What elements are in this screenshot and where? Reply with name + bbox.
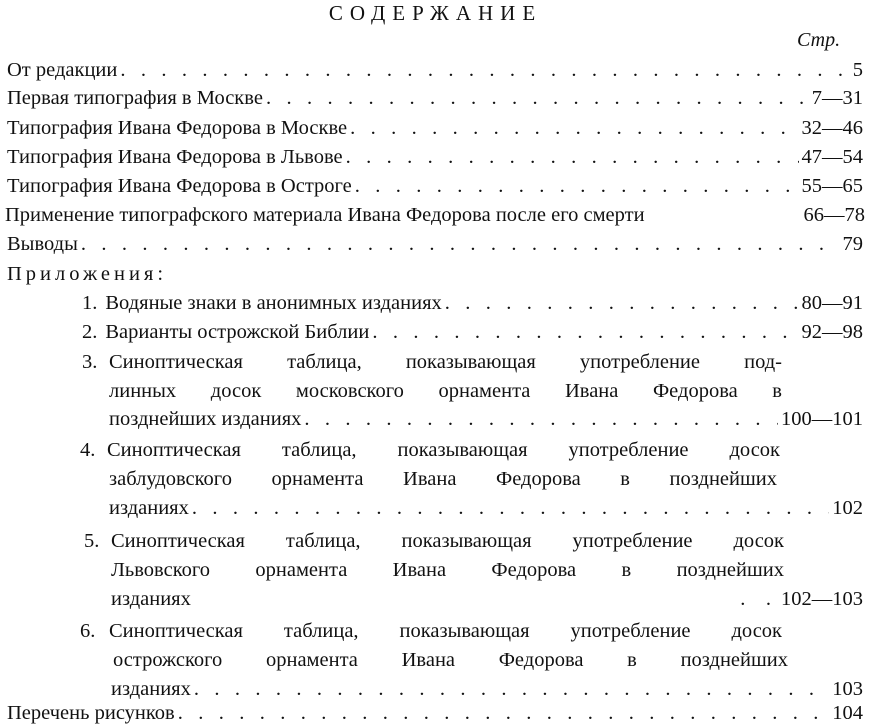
leader-dots (304, 406, 778, 432)
page-title: СОДЕРЖАНИЕ (328, 1, 543, 25)
toc-entry-pages: 47—54 (801, 146, 863, 168)
toc-entry (7, 144, 863, 170)
appendix-pages: 102 (832, 497, 863, 519)
toc-entry (7, 57, 863, 83)
appendix-last-line (109, 495, 863, 521)
appendix-pages: 92—98 (801, 321, 863, 343)
appendix-title: Водяные знаки в анонимных изданиях (105, 292, 442, 314)
appendix-number: 5. (84, 530, 100, 552)
appendix-title-line: острожского орнамента Ивана Федорова в позднейших (113, 649, 788, 671)
appendix-title-line: изданиях (109, 497, 189, 519)
appendix-entry (82, 290, 863, 316)
toc-entry-title: Типография Ивана Федорова в Львове (7, 146, 343, 168)
appendix-last-line (111, 586, 863, 612)
appendix-pages: 100—101 (781, 408, 863, 430)
toc-entry-title: Типография Ивана Федорова в Остроге (7, 175, 352, 197)
appendix-pages: 80—91 (801, 292, 863, 314)
appendix-heading: Приложения: (7, 263, 168, 285)
toc-entry-pages: 79 (842, 233, 863, 255)
leader-dots (81, 231, 840, 257)
appendix-pages: 102—103 (781, 588, 863, 610)
leader-dots (350, 115, 798, 141)
page-column-label: Стр. (797, 29, 841, 51)
toc-entry-title: Типография Ивана Федорова в Москве (7, 117, 348, 139)
appendix-title-line: Синоптическая таблица, показывающая употребление досок (111, 530, 784, 552)
toc-entry (7, 85, 863, 111)
appendix-number: 1. (82, 292, 98, 314)
toc-entry-title: Применение типографского материала Ивана Федорова после его смерти (5, 204, 645, 226)
toc-entry (7, 231, 863, 257)
toc-entry-pages: 55—65 (801, 175, 863, 197)
appendix-title-line: Синоптическая таблица, показывающая употребление досок (107, 439, 780, 461)
toc-entry-title: Выводы (7, 233, 78, 255)
toc-entry-title: От редакции (7, 59, 118, 81)
leader-dots (194, 676, 829, 702)
toc-entry-pages: 5 (852, 59, 863, 81)
leader-dots (192, 495, 829, 521)
appendix-number: 4. (80, 439, 96, 461)
toc-entry-title: Первая типография в Москве (7, 87, 263, 109)
appendix-number: 2. (82, 321, 98, 343)
toc-entry-pages: 104 (832, 702, 863, 724)
appendix-title-line: Синоптическая таблица, показывающая употребление досок (109, 620, 782, 642)
leader-dots: . . (740, 588, 771, 610)
toc-entry-pages: 7—31 (811, 87, 863, 109)
appendix-number: 6. (80, 620, 96, 642)
leader-dots (120, 57, 849, 83)
appendix-title-line: линных досок московского орнамента Ивана Федорова в (109, 380, 782, 402)
appendix-title: Варианты острожской Библии (105, 321, 370, 343)
appendix-title-line: заблудовского орнамента Ивана Федорова в позднейших (109, 468, 777, 490)
toc-entry-pages: 66—78 (803, 204, 865, 226)
leader-dots (346, 144, 799, 170)
leader-dots (355, 173, 799, 199)
appendix-title-line: позднейших изданиях (109, 408, 302, 430)
leader-dots (372, 319, 798, 345)
appendix-entry (82, 319, 863, 345)
toc-entry (7, 115, 863, 141)
leader-dots (178, 700, 830, 726)
toc-entry-pages: 32—46 (801, 117, 863, 139)
leader-dots (266, 85, 809, 111)
appendix-last-line (111, 676, 863, 702)
appendix-number: 3. (82, 351, 98, 373)
appendix-last-line (109, 406, 863, 432)
appendix-title-line: Львовского орнамента Ивана Федорова в позднейших (111, 559, 784, 581)
appendix-pages: 103 (832, 678, 863, 700)
toc-entry (5, 202, 865, 228)
appendix-title-line: изданиях (111, 678, 191, 700)
appendix-title-line: Синоптическая таблица, показывающая употребление под- (109, 351, 782, 373)
toc-entry (7, 700, 863, 726)
toc-entry (7, 173, 863, 199)
appendix-title-line: изданиях (111, 588, 191, 610)
leader-dots (445, 290, 799, 316)
toc-entry-title: Перечень рисунков (7, 702, 175, 724)
